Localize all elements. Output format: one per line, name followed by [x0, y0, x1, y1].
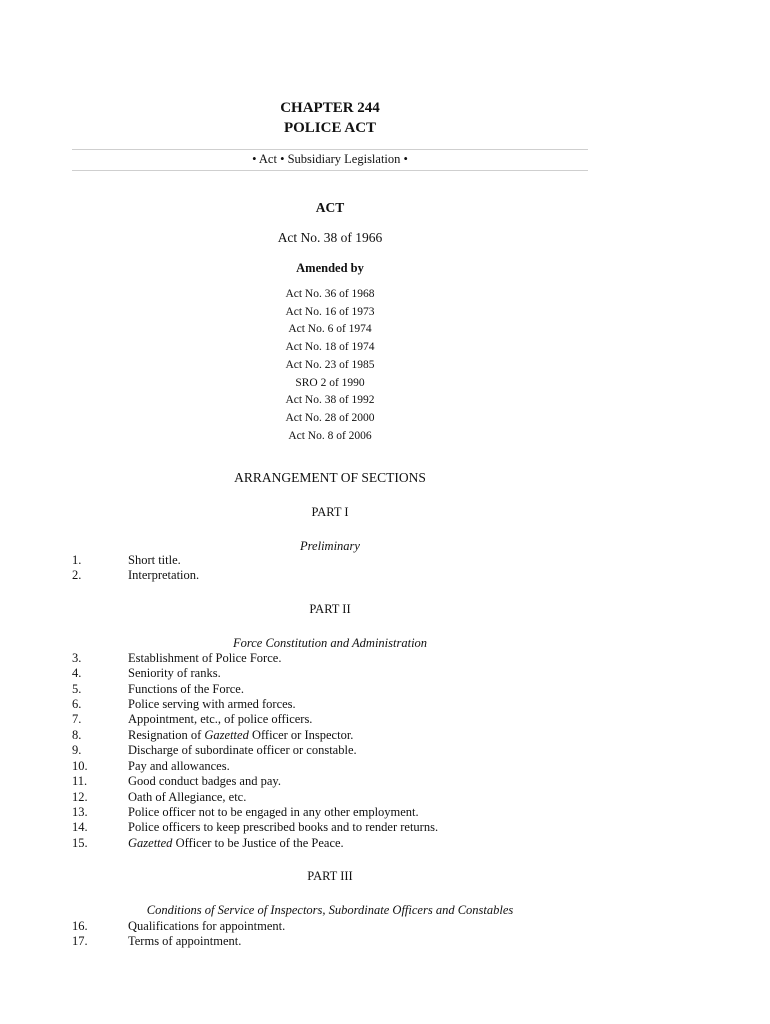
section-title[interactable]: Discharge of subordinate officer or constable. [128, 743, 357, 757]
section-number: 3. [72, 651, 82, 665]
section-row[interactable] [72, 919, 672, 934]
part-subtitle: Conditions of Service of Inspectors, Subordinate Officers and Constables [146, 903, 514, 917]
section-row[interactable] [72, 712, 672, 727]
section-number: 2. [72, 568, 82, 582]
part-subtitle: Preliminary [300, 539, 360, 553]
amendment-item: Act No. 6 of 1974 [288, 323, 372, 336]
divider-bottom [72, 170, 588, 171]
gazetted-term: Gazetted [204, 728, 249, 742]
amendment-item: Act No. 18 of 1974 [285, 341, 375, 354]
section-number: 9. [72, 743, 82, 757]
section-title[interactable]: Interpretation. [128, 568, 200, 582]
act-number: Act No. 38 of 1966 [277, 230, 383, 245]
section-row[interactable] [72, 682, 672, 697]
section-number: 6. [72, 697, 82, 711]
section-row[interactable] [72, 934, 672, 949]
amendment-item: Act No. 8 of 2006 [288, 429, 372, 442]
section-row[interactable] [72, 728, 672, 743]
section-title[interactable]: Oath of Allegiance, etc. [128, 790, 247, 804]
section-title-post: Officer or Inspector. [248, 728, 354, 742]
chapter-heading: CHAPTER 244 [280, 100, 380, 116]
section-number: 11. [72, 774, 88, 788]
section-row[interactable] [72, 820, 672, 835]
section-row[interactable] [72, 743, 672, 758]
section-row[interactable] [72, 553, 672, 568]
section-number: 10. [72, 759, 88, 773]
part-label: PART III [307, 869, 353, 883]
legislation-nav[interactable]: • Act • Subsidiary Legislation • [252, 152, 408, 166]
arrangement-heading: ARRANGEMENT OF SECTIONS [234, 470, 426, 485]
section-row[interactable] [72, 651, 672, 666]
section-number: 13. [72, 805, 88, 819]
section-number: 12. [72, 790, 88, 804]
act-title: POLICE ACT [283, 120, 377, 136]
section-row[interactable] [72, 759, 672, 774]
part-subtitle: Force Constitution and Administration [232, 636, 428, 650]
section-row[interactable] [72, 805, 672, 820]
section-title-post: Officer to be Justice of the Peace. [172, 836, 344, 850]
part-label: PART II [309, 602, 351, 616]
section-title[interactable]: Qualifications for appointment. [128, 919, 286, 933]
section-title[interactable]: Pay and allowances. [128, 759, 230, 773]
amendment-item: Act No. 36 of 1968 [285, 288, 375, 300]
section-title[interactable]: Appointment, etc., of police officers. [128, 712, 313, 726]
section-title[interactable]: Seniority of ranks. [128, 666, 221, 680]
section-row[interactable] [72, 790, 672, 805]
section-number: 7. [72, 712, 82, 726]
section-row[interactable] [72, 836, 672, 851]
gazetted-term: Gazetted [128, 836, 173, 850]
amendment-item: Act No. 16 of 1973 [285, 305, 375, 318]
part-label: PART I [311, 505, 349, 519]
section-title[interactable]: Police serving with armed forces. [128, 697, 296, 711]
section-number: 5. [72, 682, 82, 696]
act-heading: ACT [315, 200, 345, 215]
section-title[interactable]: Police officers to keep prescribed books and to render returns. [128, 820, 439, 834]
section-title[interactable] [128, 728, 353, 743]
amended-by-heading: Amended by [296, 261, 364, 275]
section-title[interactable]: Terms of appointment. [128, 934, 242, 948]
section-number: 16. [72, 919, 88, 933]
amendment-item: Act No. 28 of 2000 [285, 411, 375, 424]
section-title[interactable]: Establishment of Police Force. [128, 651, 282, 665]
section-title[interactable]: Good conduct badges and pay. [128, 774, 281, 788]
section-row[interactable] [72, 774, 672, 789]
section-number: 15. [72, 836, 88, 850]
section-title[interactable]: Short title. [128, 553, 181, 567]
section-title-pre: Resignation of [128, 728, 205, 742]
amendment-list [72, 286, 588, 445]
divider-top [72, 149, 588, 150]
section-title[interactable] [128, 836, 344, 851]
amendment-item: Act No. 38 of 1992 [285, 394, 375, 407]
section-row[interactable] [72, 568, 672, 583]
amendment-item: SRO 2 of 1990 [295, 376, 365, 389]
section-number: 14. [72, 820, 88, 834]
section-row[interactable] [72, 666, 672, 681]
section-number: 17. [72, 934, 88, 948]
section-number: 8. [72, 728, 82, 742]
section-number: 4. [72, 666, 82, 680]
amendment-item: Act No. 23 of 1985 [285, 358, 375, 371]
section-title[interactable]: Police officer not to be engaged in any other employment. [128, 805, 419, 819]
section-title[interactable]: Functions of the Force. [128, 682, 244, 696]
section-number: 1. [72, 553, 82, 567]
section-row[interactable] [72, 697, 672, 712]
